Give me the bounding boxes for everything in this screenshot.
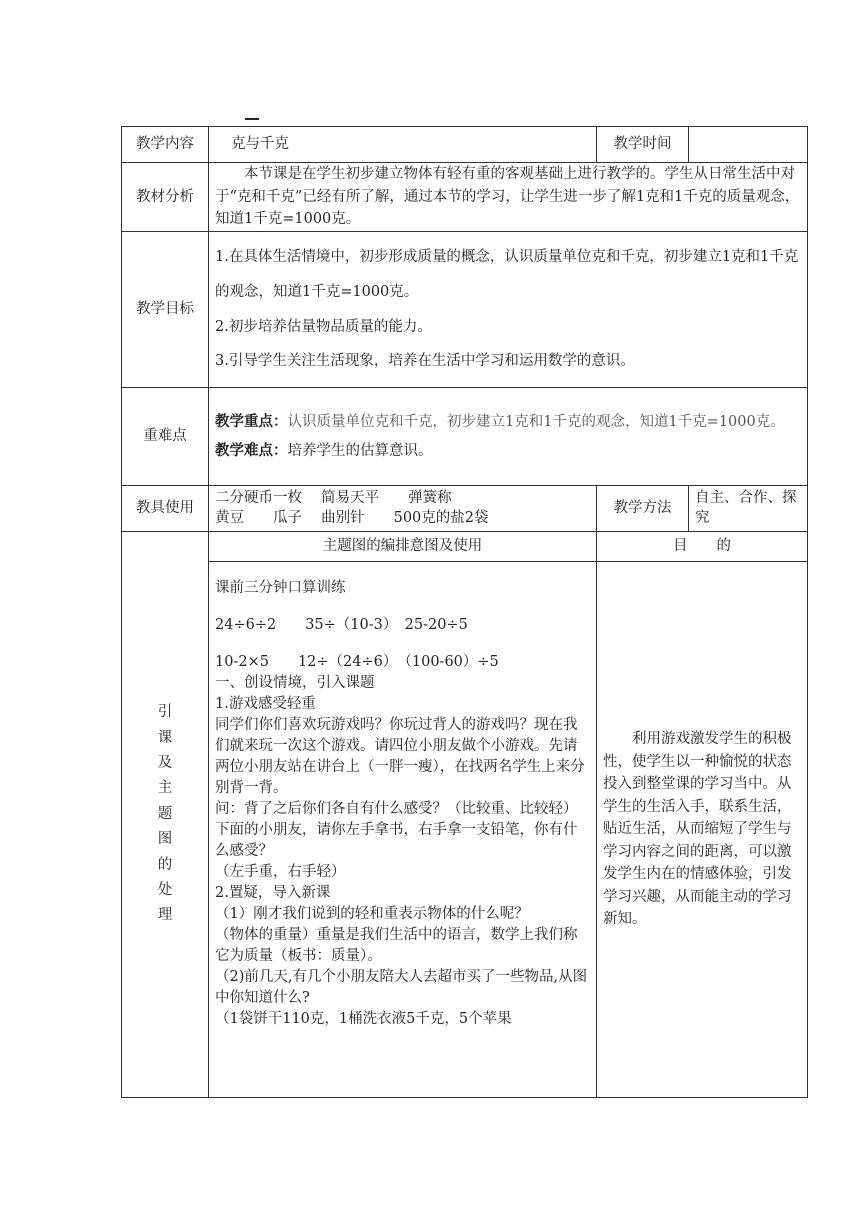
process-line: （2)前几天,有几个小朋友陪大人去超市买了一些物品,从图中你知道什么? — [215, 969, 588, 1007]
process-line: 同学们你们喜欢玩游戏吗？你玩过背人的游戏吗？现在我们就来玩一次这个游戏。请四位小朋友做个小游戏。先请两位小朋友站在讲台上（一胖一瘦），在找两名学生上来分别背一背。 — [215, 717, 585, 797]
row-goals — [122, 232, 808, 388]
time-label: 教学时间 — [597, 127, 689, 163]
row-content — [122, 127, 808, 163]
goal-item: 1.在具体生活情境中，初步形成质量的概念，认识质量单位克和千克，初步建立1克和1千克的观念，知道1千克=1000克。 — [215, 248, 799, 300]
analysis-label: 教材分析 — [122, 163, 209, 232]
row-analysis — [122, 163, 808, 232]
purpose-text: 利用游戏激发学生的积极性，使学生以一种愉悦的状态投入到整堂课的学习当中。从学生的生活入手，联系生活，贴近生活，从而缩短了学生与学习内容之间的距离，可以激发学生内在的情感体验，引发学习兴趣，从而能主动的学习新知。 — [597, 562, 808, 1098]
lesson-plan-table — [121, 126, 808, 1098]
time-value — [689, 127, 808, 163]
process-line: （1袋饼干110克，1桶洗衣液5千克，5个苹果 — [215, 1011, 512, 1028]
header-mark — [245, 118, 259, 120]
process-column-header: 主题图的编排意图及使用 — [209, 532, 597, 562]
focus-text: 认识质量单位克和千克，初步建立1克和1千克的观念，知道1千克=1000克。 — [287, 414, 785, 431]
tools-cell — [209, 486, 597, 532]
difficulty-label: 教学难点： — [215, 441, 288, 459]
content-value: 克与千克 — [209, 127, 597, 163]
process-line: 1.游戏感受轻重 — [215, 696, 316, 713]
process-line: 2.置疑，导入新课 — [215, 885, 331, 902]
method-label: 教学方法 — [597, 486, 689, 532]
analysis-text: 本节课是在学生初步建立物体有轻有重的客观基础上进行教学的。学生从日常生活中对于“克和千克”已经有所了解，通过本节的学习，让学生进一步了解1克和1千克的质量观念，知道1千克=1000克。 — [209, 163, 808, 232]
tools-line: 二分硬币一枚 简易天平 弹簧称 — [215, 489, 452, 506]
tools-line: 黄豆 瓜子 曲别针 500克的盐2袋 — [215, 509, 489, 526]
process-line: 24÷6÷2 35÷（10-3） 25-20÷5 — [215, 617, 468, 634]
process-body — [209, 562, 597, 1098]
row-process-header — [122, 532, 808, 562]
difficulty-text: 培养学生的估算意识。 — [287, 442, 433, 459]
keypoints-cell — [209, 388, 808, 486]
row-keypoints — [122, 388, 808, 486]
process-line: （物体的重量）重量是我们生活中的语言，数学上我们称它为质量（板书：质量）。 — [215, 927, 578, 965]
process-line: 课前三分钟口算训练 — [215, 580, 346, 596]
row-process-body — [122, 562, 808, 1098]
method-value: 自主、合作、探究 — [689, 486, 808, 532]
goals-label: 教学目标 — [122, 232, 209, 388]
focus-label: 教学重点： — [215, 413, 288, 431]
goal-item: 2.初步培养估量物品质量的能力。 — [215, 318, 432, 335]
process-line: （左手重，右手轻） — [215, 864, 346, 881]
row-tools — [122, 486, 808, 532]
process-line: 下面的小朋友，请你左手拿书，右手拿一支铅笔，你有什么感受？ — [215, 822, 578, 860]
goals-cell — [209, 232, 808, 388]
goal-item: 3.引导学生关注生活现象，培养在生活中学习和运用数学的意识。 — [215, 353, 635, 370]
purpose-header: 目 的 — [597, 532, 808, 562]
process-side-label: 引 课 及 主 题 图 的 处 理 — [122, 532, 209, 1098]
process-line: （1）刚才我们说到的轻和重表示物体的什么呢？ — [215, 906, 529, 923]
keypoints-label: 重难点 — [122, 388, 209, 486]
tools-label: 教具使用 — [122, 486, 209, 532]
process-line: 问：背了之后你们各自有什么感受？（比较重、比较轻） — [215, 801, 578, 818]
content-label: 教学内容 — [122, 127, 209, 163]
process-line: 一、创设情境，引入课题 — [215, 675, 375, 692]
process-line: 10-2×5 12÷（24÷6） （100-60）÷5 — [215, 654, 499, 671]
